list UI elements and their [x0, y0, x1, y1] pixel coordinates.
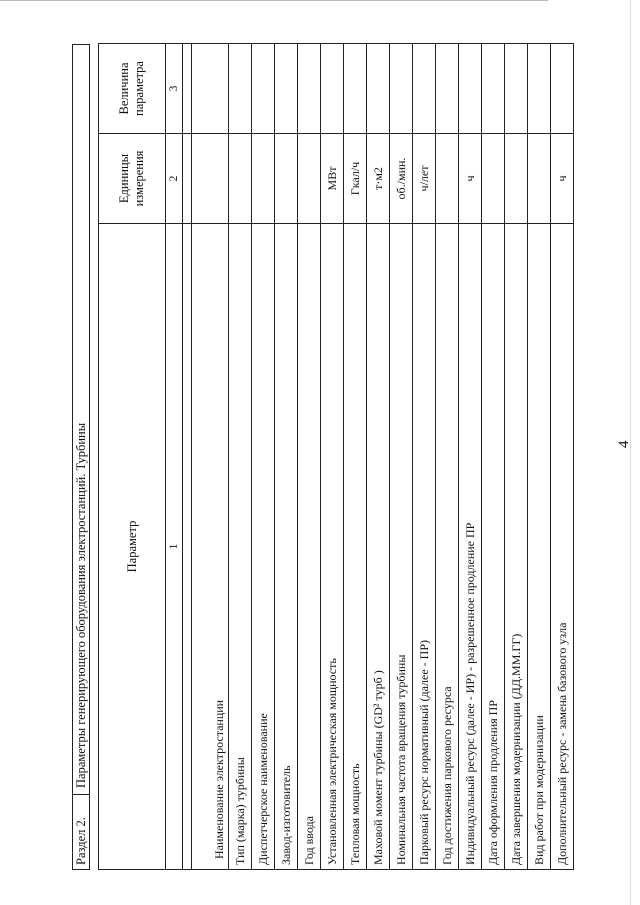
parameter-unit: об./мин. — [390, 134, 413, 224]
column-number: 3 — [166, 44, 183, 134]
parameter-value[interactable] — [252, 44, 275, 134]
parameter-name: Завод-изготовитель — [275, 224, 298, 870]
parameter-value[interactable] — [436, 44, 459, 134]
parameter-unit: ч/лет — [413, 134, 436, 224]
parameter-unit: МВт — [321, 134, 344, 224]
parameter-name: Год ввода — [298, 224, 321, 870]
parameter-name: Индивидуальный ресурс (далее - ИР) - разрешенное продление ПР — [459, 224, 482, 870]
spacer-cell — [183, 224, 192, 870]
section-label: Раздел 2. — [73, 794, 89, 869]
parameter-value[interactable] — [413, 44, 436, 134]
table-row — [482, 44, 505, 870]
table-row — [528, 44, 551, 870]
parameter-rows — [229, 44, 574, 870]
parameter-unit — [229, 134, 252, 224]
parameter-name: Дата завершения модернизации (ДД.ММ.ГГ) — [505, 224, 528, 870]
parameter-value[interactable] — [229, 44, 252, 134]
parameter-value[interactable] — [459, 44, 482, 134]
header-parameter: Параметр — [99, 224, 166, 870]
table-row — [252, 44, 275, 870]
column-number-row — [166, 44, 183, 870]
parameter-name: Вид работ при модернизации — [528, 224, 551, 870]
table-row — [436, 44, 459, 870]
parameter-value[interactable] — [528, 44, 551, 134]
table-row — [505, 44, 528, 870]
table-row — [344, 44, 367, 870]
parameter-value[interactable] — [482, 44, 505, 134]
parameter-name: Парковый ресурс нормативный (далее - ПР) — [413, 224, 436, 870]
parameter-unit — [298, 134, 321, 224]
parameter-value[interactable] — [321, 44, 344, 134]
parameter-unit — [528, 134, 551, 224]
table-row — [229, 44, 252, 870]
parameter-name: Установленная электрическая мощность — [321, 224, 344, 870]
parameter-unit — [505, 134, 528, 224]
parameter-name: Маховой момент турбины (GD² турб ) — [367, 224, 390, 870]
parameter-name: Дополнительный ресурс - замена базового узла — [551, 224, 574, 870]
parameter-value[interactable] — [551, 44, 574, 134]
station-name-row — [192, 44, 229, 870]
parameter-unit — [436, 134, 459, 224]
document-sheet — [72, 44, 640, 870]
parameters-table — [98, 43, 574, 870]
parameter-unit: Гкал/ч — [344, 134, 367, 224]
parameter-unit — [275, 134, 298, 224]
parameter-value[interactable] — [367, 44, 390, 134]
parameter-unit: ч — [459, 134, 482, 224]
table-row — [275, 44, 298, 870]
parameter-value[interactable] — [505, 44, 528, 134]
parameter-name: Номинальная частота вращения турбины — [390, 224, 413, 870]
parameter-unit — [252, 134, 275, 224]
parameter-unit: ч — [551, 134, 574, 224]
table-row — [298, 44, 321, 870]
parameter-unit: т·м2 — [367, 134, 390, 224]
column-number: 1 — [166, 224, 183, 870]
scan-border-top — [0, 0, 548, 7]
section-header — [72, 44, 90, 870]
table-row — [551, 44, 574, 870]
parameter-name: Год достижения паркового ресурса — [436, 224, 459, 870]
section-title: Параметры генерирующего оборудования электростанций. Турбины — [74, 422, 88, 788]
parameter-name: Тепловая мощность — [344, 224, 367, 870]
station-name-value[interactable] — [192, 44, 229, 134]
header-units: Единицы измерения — [99, 134, 166, 224]
page-number: 4 — [616, 440, 632, 448]
parameter-unit — [482, 134, 505, 224]
table-row — [390, 44, 413, 870]
table-row — [321, 44, 344, 870]
parameter-name: Дата оформления продления ПР — [482, 224, 505, 870]
spacer-row — [183, 44, 192, 870]
station-name-unit — [192, 134, 229, 224]
table-header-row — [99, 44, 166, 870]
parameter-value[interactable] — [298, 44, 321, 134]
header-value: Величина параметра — [99, 44, 166, 134]
table-row — [413, 44, 436, 870]
table-row — [459, 44, 482, 870]
station-name-label: Наименование электростанции — [192, 224, 229, 870]
spacer-cell — [183, 134, 192, 224]
parameter-value[interactable] — [344, 44, 367, 134]
parameter-name: Диспетчерское наименование — [252, 224, 275, 870]
spacer-cell — [183, 44, 192, 134]
parameter-name: Тип (марка) турбины — [229, 224, 252, 870]
parameter-value[interactable] — [275, 44, 298, 134]
parameter-value[interactable] — [390, 44, 413, 134]
column-number: 2 — [166, 134, 183, 224]
table-row — [367, 44, 390, 870]
